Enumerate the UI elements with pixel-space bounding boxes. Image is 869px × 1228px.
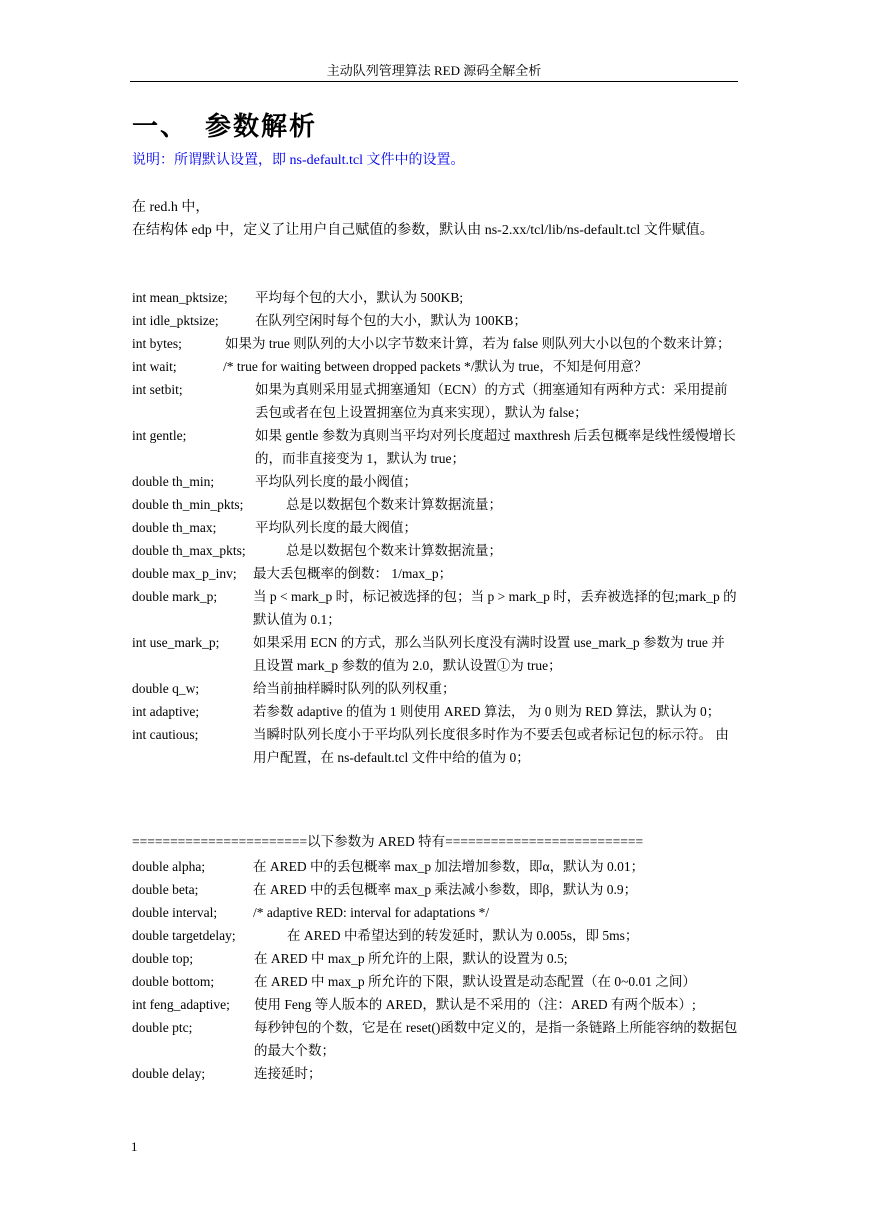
param-name: double th_max; [132, 520, 217, 535]
param-name: double beta; [132, 882, 199, 897]
param-desc: 当 p < mark_p 时，标记被选择的包；当 p > mark_p 时，丢弃被选择的包;mark_p 的默认值为 0.1； [253, 589, 737, 627]
param-row [132, 1016, 738, 1062]
param-name: double ptc; [132, 1020, 193, 1035]
param-name: int cautious; [132, 727, 199, 742]
ared-param-list [132, 855, 738, 1085]
param-name: int mean_pktsize; [132, 290, 228, 305]
param-row [132, 855, 738, 878]
param-name: double delay; [132, 1066, 206, 1081]
param-name: int feng_adaptive; [132, 997, 230, 1012]
intro-line-2: 在结构体 edp 中，定义了让用户自己赋值的参数，默认由 ns-2.xx/tcl/lib/ns-default.tcl 文件赋值。 [132, 223, 714, 238]
param-row [132, 631, 738, 677]
param-row [132, 947, 738, 970]
param-row [132, 424, 738, 470]
param-desc: 连接延时； [254, 1066, 322, 1081]
header-rule [130, 81, 738, 82]
param-row [132, 516, 738, 539]
param-name: double q_w; [132, 681, 200, 696]
section-divider: =======================以下参数为 ARED 特有========================== [132, 834, 644, 849]
param-row [132, 723, 738, 769]
param-desc: 在 ARED 中的丢包概率 max_p 加法增加参数，即α，默认为 0.01； [253, 859, 645, 874]
param-desc: 平均队列长度的最大阀值； [255, 520, 417, 535]
param-desc: 如果采用 ECN 的方式，那么当队列长度没有满时设置 use_mark_p 参数为 true 并且设置 mark_p 参数的值为 2.0，默认设置①为 true； [253, 635, 725, 673]
param-desc: 给当前抽样瞬时队列的队列权重； [253, 681, 456, 696]
param-row [132, 901, 738, 924]
param-row [132, 493, 738, 516]
param-name: double targetdelay; [132, 928, 236, 943]
note-text: 说明：所谓默认设置，即 ns-default.tcl 文件中的设置。 [132, 153, 465, 168]
param-desc: 如果为真则采用显式拥塞通知（ECN）的方式（拥塞通知有两种方式：采用提前丢包或者在包上设置拥塞位为真来实现），默认为 false； [255, 382, 728, 420]
param-name: int use_mark_p; [132, 635, 220, 650]
running-header: 主动队列管理算法 RED 源码全解全析 [326, 63, 542, 78]
param-desc: 在 ARED 中希望达到的转发延时，默认为 0.005s，即 5ms； [287, 928, 639, 943]
param-name: double th_min; [132, 474, 215, 489]
param-name: double mark_p; [132, 589, 218, 604]
param-name: int setbit; [132, 382, 183, 397]
param-name: int idle_pktsize; [132, 313, 219, 328]
param-name: double th_max_pkts; [132, 543, 246, 558]
param-desc: /* adaptive RED: interval for adaptations */ [253, 905, 490, 920]
param-list [132, 286, 738, 769]
param-name: double th_min_pkts; [132, 497, 244, 512]
param-desc: 平均每个包的大小，默认为 500KB; [255, 290, 464, 305]
param-row [132, 332, 738, 355]
param-name: double max_p_inv; [132, 566, 237, 581]
param-row [132, 355, 738, 378]
param-row [132, 539, 738, 562]
param-row [132, 378, 738, 424]
param-desc: /* true for waiting between dropped packets */默认为 true，不知是何用意？ [223, 359, 648, 374]
param-desc: 在 ARED 中的丢包概率 max_p 乘法减小参数，即β，默认为 0.9； [253, 882, 638, 897]
param-desc: 平均队列长度的最小阀值； [255, 474, 417, 489]
param-name: int adaptive; [132, 704, 200, 719]
param-row [132, 970, 738, 993]
param-desc: 若参数 adaptive 的值为 1 则使用 ARED 算法， 为 0 则为 RED 算法，默认为 0； [253, 704, 721, 719]
param-row [132, 1062, 738, 1085]
param-row [132, 878, 738, 901]
param-name: double top; [132, 951, 194, 966]
param-name: double alpha; [132, 859, 206, 874]
param-row [132, 309, 738, 332]
param-name: int gentle; [132, 428, 187, 443]
param-desc: 总是以数据包个数来计算数据流量； [286, 497, 502, 512]
param-name: double bottom; [132, 974, 215, 989]
param-row [132, 562, 738, 585]
param-row [132, 585, 738, 631]
param-desc: 如果为 true 则队列的大小以字节数来计算，若为 false 则队列大小以包的个数来计算； [225, 336, 731, 351]
param-desc: 最大丢包概率的倒数： 1/max_p； [253, 566, 453, 581]
param-desc: 当瞬时队列长度小于平均队列长度很多时作为不要丢包或者标记包的标示符。 由用户配置，在 ns-default.tcl 文件中给的值为 0； [253, 727, 729, 765]
param-row [132, 993, 738, 1016]
param-desc: 在 ARED 中 max_p 所允许的上限，默认的设置为 0.5; [254, 951, 568, 966]
intro-line-1: 在 red.h 中， [132, 200, 210, 215]
param-row [132, 700, 738, 723]
section-title: 一、 参数解析 [132, 112, 318, 141]
param-desc: 如果 gentle 参数为真则当平均对列长度超过 maxthresh 后丢包概率是线性缓慢增长的，而非直接变为 1，默认为 true； [255, 428, 736, 466]
param-desc: 每秒钟包的个数，它是在 reset()函数中定义的，是指一条链路上所能容纳的数据包的最大个数； [254, 1020, 738, 1058]
param-desc: 在 ARED 中 max_p 所允许的下限，默认设置是动态配置（在 0~0.01 之间） [254, 974, 696, 989]
param-name: int wait; [132, 359, 177, 374]
param-name: int bytes; [132, 336, 182, 351]
param-name: double interval; [132, 905, 218, 920]
param-desc: 在队列空闲时每个包的大小，默认为 100KB； [255, 313, 527, 328]
param-row [132, 924, 738, 947]
param-row [132, 470, 738, 493]
param-row [132, 677, 738, 700]
page-number: 1 [131, 1139, 138, 1154]
param-desc: 总是以数据包个数来计算数据流量； [286, 543, 502, 558]
param-desc: 使用 Feng 等人版本的 ARED，默认是不采用的（注：ARED 有两个版本）; [254, 997, 696, 1012]
param-row [132, 286, 738, 309]
